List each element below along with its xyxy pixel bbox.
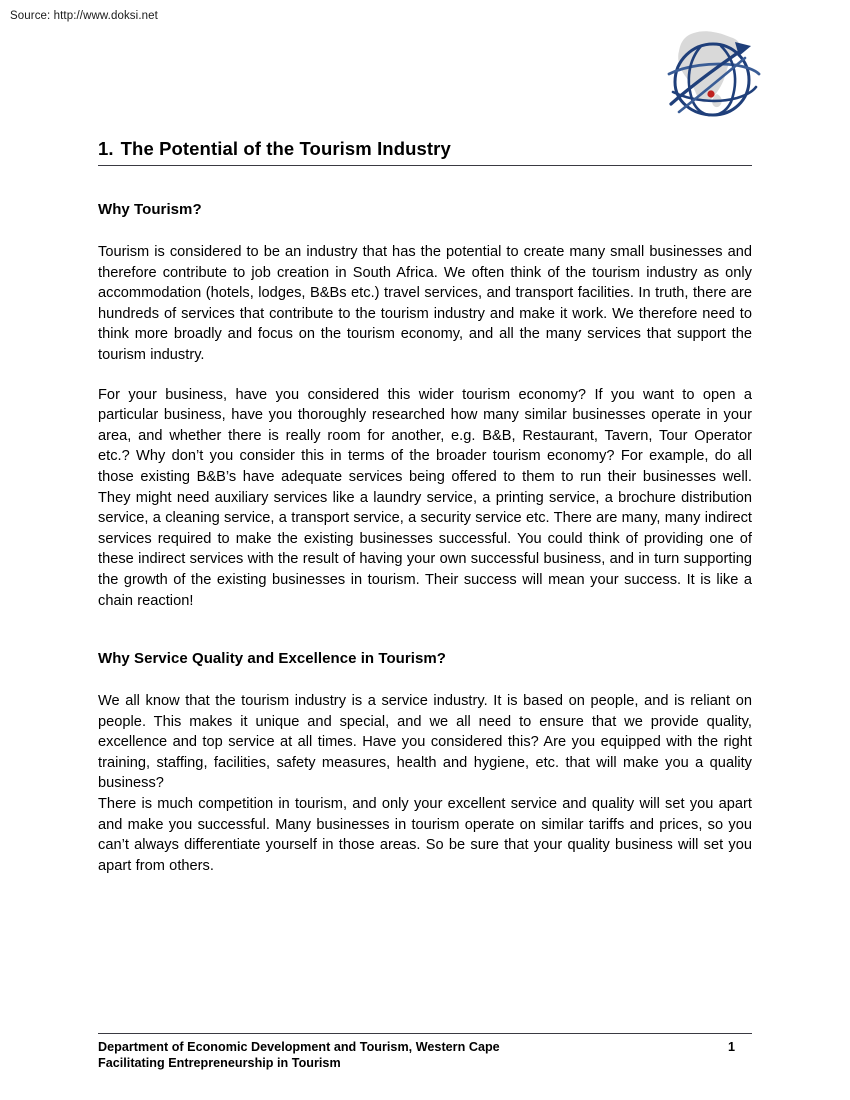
- paragraph: Tourism is considered to be an industry that has the potential to create many small businesses and therefore contribute to job creation in South Africa. We often think of the tourism industry as only accommodation (hotels, lodges, B&Bs etc.) travel services, and transport facilities. In truth, there are hundreds of services that contribute to the tourism industry and make it work. We therefore need to think more broadly and focus on the tourism economy, and all the many services that support the tourism industry.: [98, 244, 752, 363]
- footer-divider: [98, 1033, 752, 1034]
- page-footer: [98, 1033, 752, 1071]
- section-heading-why-tourism: Why Tourism?: [98, 201, 202, 218]
- paragraph: There is much competition in tourism, and only your excellent service and quality will set you apart and make you successful. Many businesses in tourism operate on similar tariffs and prices, so you can’t always differentiate yourself in those areas. So be sure that your quality business will set you apart from others.: [98, 796, 752, 874]
- spacer: [98, 668, 752, 691]
- page-title-number: 1.: [98, 138, 114, 159]
- globe-africa-logo: [655, 22, 763, 122]
- page-title-text: The Potential of the Tourism Industry: [120, 138, 451, 159]
- spacer: [98, 219, 752, 242]
- title-divider: [98, 165, 752, 166]
- footer-text-block: [98, 1039, 500, 1071]
- footer-line-2: Facilitating Entrepreneurship in Tourism: [98, 1056, 341, 1070]
- source-url-label: Source: http://www.doksi.net: [10, 10, 158, 22]
- page-number: 1: [727, 1040, 735, 1054]
- paragraph: For your business, have you considered this wider tourism economy? If you want to open a particular business, have you thoroughly researched how many similar businesses operate in your area, and whether there is really room for another, e.g. B&B, Restaurant, Tavern, Tour Operator etc.? Why don’t you consider this in terms of the broader tourism economy? For example, do all those existing B&B’s have adequate services being offered to them to run their businesses well. They might need auxiliary services like a laundry service, a printing service, a brochure distribution service, a cleaning service, a transport service, a security service etc. There are many, many indirect services required to make the existing businesses successful. You could think of providing one of these indirect services with the result of having your own successful business, and in turn supporting the growth of the existing businesses in tourism. Their success will mean your success. It is like a chain reaction!: [98, 386, 752, 609]
- location-marker-dot: [707, 90, 714, 97]
- document-body: [98, 200, 752, 876]
- paragraph: We all know that the tourism industry is a service industry. It is based on people, and is reliant on people. This makes it unique and special, and we all need to ensure that we provide quality, excellence and top service at all times. Have you considered this? Are you equipped with the right training, staffing, facilities, safety measures, health and hygiene, etc. that will make you a quality business?: [98, 693, 752, 792]
- spacer: [98, 366, 752, 385]
- section-heading-why-service-quality: Why Service Quality and Excellence in Tourism?: [98, 650, 446, 668]
- spacer: [98, 611, 752, 649]
- footer-row: [98, 1039, 752, 1071]
- page-title: [98, 138, 752, 165]
- footer-line-1: Department of Economic Development and Tourism, Western Cape: [98, 1040, 500, 1054]
- document-title-block: [98, 138, 752, 166]
- globe-africa-logo-graphic: [655, 22, 763, 122]
